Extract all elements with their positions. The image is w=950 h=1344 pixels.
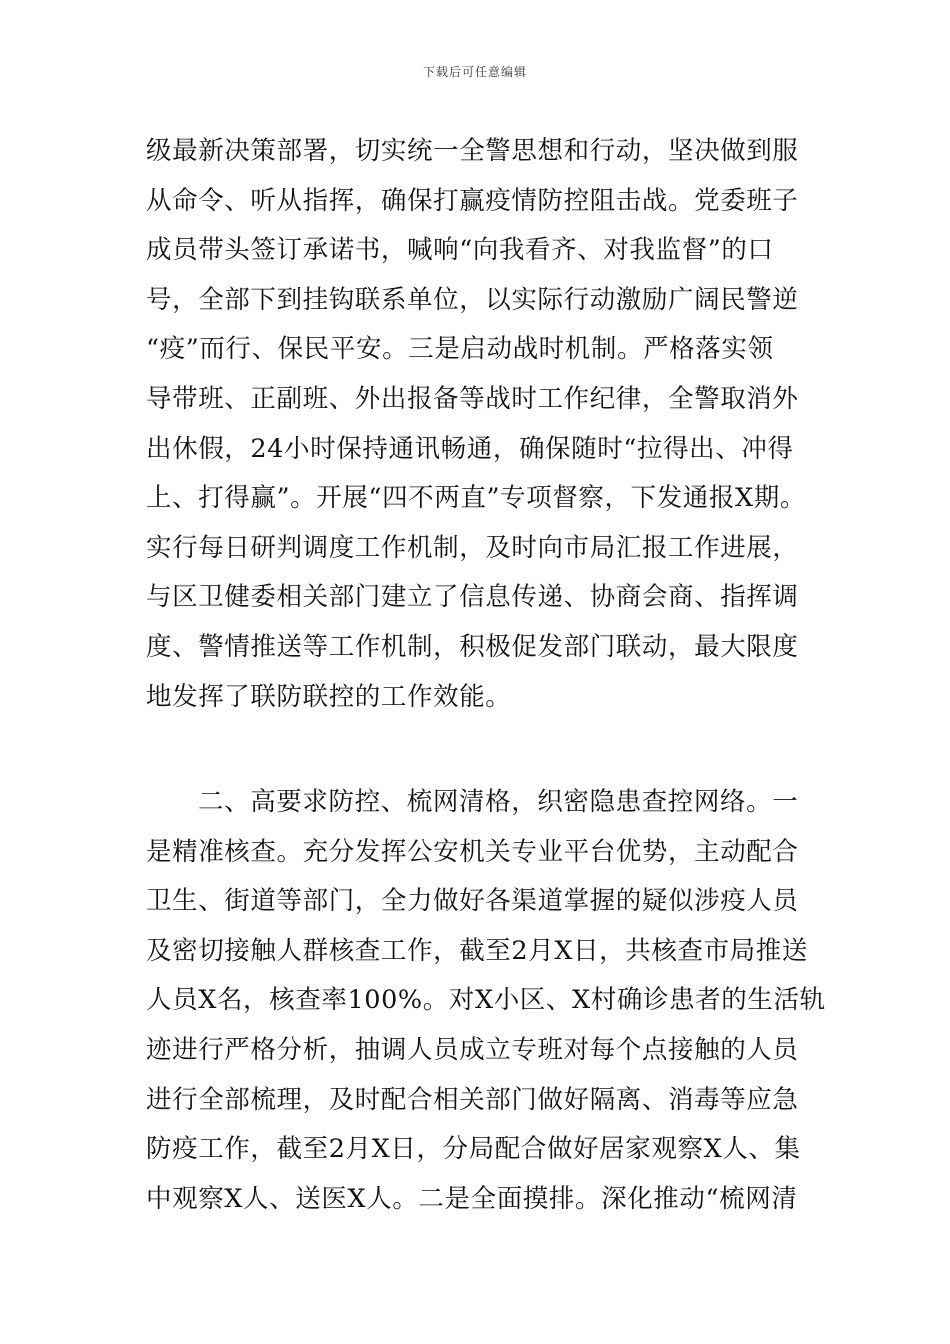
paragraph-line: 出休假，24小时保持通讯畅通，确保随时“拉得出、冲得 bbox=[146, 433, 794, 464]
paragraph-line: 人员X名，核查率100%。对X小区、X村确诊患者的生活轨 bbox=[146, 985, 826, 1016]
paragraph-line: 及密切接触人群核查工作，截至2月X日，共核查市局推送 bbox=[146, 935, 808, 966]
paragraph-line: 卫生、街道等部门，全力做好各渠道掌握的疑似涉疫人员 bbox=[146, 886, 799, 917]
paragraph-line: 与区卫健委相关部门建立了信息传递、协商会商、指挥调 bbox=[146, 582, 799, 613]
paragraph-line: 二、高要求防控、梳网清格，织密隐患查控网络。一 bbox=[198, 787, 799, 817]
paragraph-line: 实行每日研判调度工作机制，及时向市局汇报工作进展， bbox=[146, 532, 799, 563]
paragraph-line: 进行全部梳理，及时配合相关部门做好隔离、消毒等应急 bbox=[146, 1084, 799, 1115]
paragraph-1 bbox=[146, 127, 818, 722]
paragraph-line: 是精准核查。充分发挥公安机关专业平台优势，主动配合 bbox=[146, 836, 799, 867]
paragraph-line: 导带班、正副班、外出报备等战时工作纪律，全警取消外 bbox=[146, 383, 799, 414]
paragraph-line: 号，全部下到挂钩联系单位，以实际行动激励广阔民警逆 bbox=[146, 284, 799, 315]
paragraph-line: 迹进行严格分析，抽调人员成立专班对每个点接触的人员 bbox=[146, 1034, 799, 1065]
paragraph-line: 级最新决策部署，切实统一全警思想和行动，坚决做到服 bbox=[146, 136, 799, 166]
paragraph-line: 防疫工作，截至2月X日，分局配合做好居家观察X人、集 bbox=[146, 1134, 801, 1165]
paragraph-line: 成员带头签订承诺书，喊响“向我看齐、对我监督”的口 bbox=[146, 235, 774, 266]
header-note: 下载后可任意编辑 bbox=[422, 65, 527, 79]
paragraph-line: “疫”而行、保民平安。三是启动战时机制。严格落实领 bbox=[146, 334, 774, 365]
paragraph-line: 从命令、听从指挥，确保打赢疫情防控阻击战。党委班子 bbox=[146, 185, 799, 216]
paragraph-line: 中观察X人、送医X人。二是全面摸排。深化推动“梳网清 bbox=[146, 1183, 798, 1214]
paragraph-2 bbox=[146, 778, 826, 1224]
paragraph-line: 地发挥了联防联控的工作效能。 bbox=[146, 681, 512, 712]
paragraph-line: 度、警情推送等工作机制，积极促发部门联动，最大限度 bbox=[146, 631, 799, 662]
paragraph-line: 上、打得赢”。开展“四不两直”专项督察，下发通报X期。 bbox=[146, 483, 806, 514]
